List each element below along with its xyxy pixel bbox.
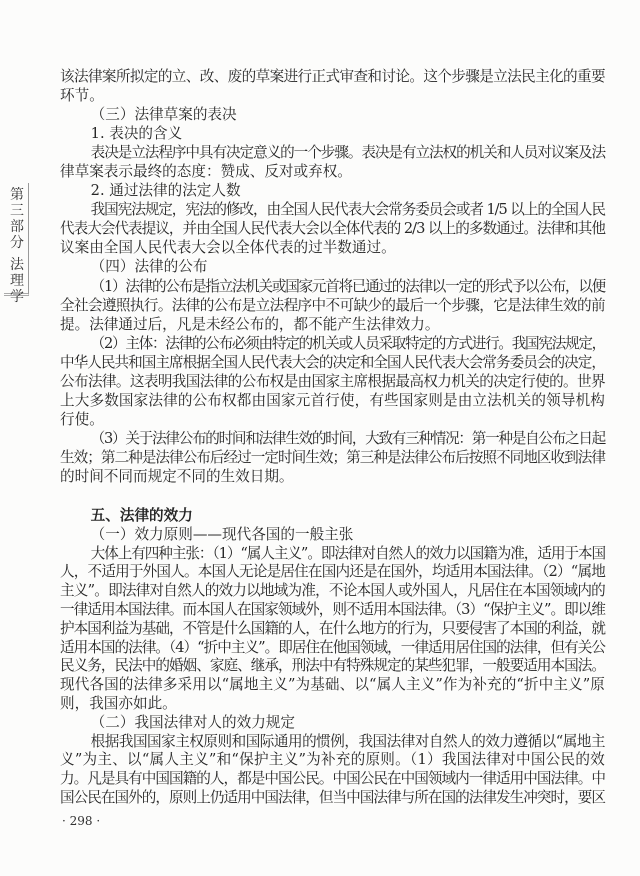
text-line: 人，不适用于外国人。本国人无论是居住在国内还是在国外，均适用本国法律。（2）“属地 — [60, 563, 605, 581]
text-line: 议案由全国人民代表大会以全体代表的过半数通过。 — [60, 239, 396, 257]
text-line: 护本国利益为基础，不管是什么国籍的人，在什么地方的行为，只要侵害了本国的利益，就 — [60, 619, 605, 637]
text-line: 生效；第二种是法律公布后经过一定时间生效；第三种是法律公布后按照不同地区收到法律 — [60, 448, 605, 466]
text-line: 公布法律。这表明我国法律的公布权是由国家主席根据最高权力机关的决定行使的。世界 — [60, 372, 605, 390]
subheading: （一）效力原则——现代各国的一般主张 — [90, 525, 354, 543]
text-line: 主义”。即法律对自然人的效力以地域为准，不论本国人或外国人，凡居住在本国领域内的 — [60, 582, 605, 600]
text-line: 行使。 — [60, 410, 104, 428]
text-line: （2）主体：法律的公布必须由特定的机关或人员采取特定的方式进行。我国宪法规定， — [90, 334, 605, 352]
text-line: （3）关于法律公布的时间和法律生效的时间，大致有三种情况：第一种是自公布之日起 — [90, 429, 605, 447]
section-legal-effect — [60, 507, 605, 808]
text-line: 全社会遵照执行。法律的公布是立法程序中不可缺少的最后一个步骤，它是法律生效的前 — [60, 296, 605, 314]
section-heading: 五、法律的效力 — [90, 507, 193, 525]
text-line: 代表大会代表提议，并由全国人民代表大会以全体代表的 2/3 以上的多数通过。法律和其他 — [60, 220, 605, 238]
text-line: 该法律案所拟定的立、改、废的草案进行正式审查和讨论。这个步骤是立法民主化的重要 — [60, 68, 605, 85]
text-line: 我国宪法规定，宪法的修改，由全国人民代表大会常务委员会或者 1/5 以上的全国人民 — [90, 201, 605, 219]
chapter-side-tab — [4, 183, 29, 305]
page-number: · 298 · — [62, 813, 101, 828]
text-line: 根据我国国家主权原则和国际通用的惯例，我国法律对自然人的效力遵循以“属地主 — [90, 732, 605, 750]
subheading: （四）法律的公布 — [90, 258, 208, 276]
section-lawmaking — [60, 67, 605, 486]
text-line: 表决是立法程序中具有决定意义的一个步骤。表决是有立法权的机关和人员对议案及法 — [90, 144, 605, 162]
side-tab-subject: 法理学 — [10, 257, 24, 305]
text-line: 一律适用本国法律。而本国人在国家领域外，则不适用本国法律。（3）“保护主义”。即以维 — [60, 601, 605, 619]
text-line: 大体上有四种主张：（1）“属人主义”。即法律对自然人的效力以国籍为准，适用于本国 — [90, 544, 605, 562]
text-line: 力。凡是具有中国国籍的人，都是中国公民。中国公民在中国领域内一律适用中国法律。中 — [60, 770, 605, 788]
side-tab-part: 第三部分 — [10, 187, 24, 251]
text-line: 律草案表示最终的态度：赞成、反对或弃权。 — [60, 163, 352, 181]
text-line: （1）法律的公布是指立法机关或国家元首将已通过的法律以一定的形式予以公布，以便 — [90, 277, 605, 295]
subheading: （二）我国法律对人的效力规定 — [90, 713, 295, 731]
text-line: 适用本国的法律。（4）“折中主义”。即居住在他国领域，一律适用居住国的法律，但有关公 — [60, 638, 605, 656]
text-line: 义”为主、以“属人主义”和“保护主义”为补充的原则。（1）我国法律对中国公民的效 — [60, 751, 605, 769]
text-line: 国公民在国外的，原则上仍适用中国法律，但当中国法律与所在国的法律发生冲突时，要区 — [60, 788, 605, 806]
text-line: 的时间不同而规定不同的生效日期。 — [60, 467, 294, 485]
text-line: 环节。 — [60, 87, 104, 105]
text-line: 提。法律通过后，凡是未经公布的，都不能产生法律效力。 — [60, 315, 440, 333]
text-line: 现代各国的法律多采用以“属地主义”为基础、以“属人主义”作为补充的“折中主义”原 — [60, 676, 605, 694]
page-body — [60, 67, 605, 828]
text-line: 中华人民共和国主席根据全国人民代表大会的决定和全国人民代表大会常务委员会的决定， — [60, 353, 605, 371]
text-line: 上大多数国家法律的公布权都由国家元首行使，有些国家则是由立法机关的领导机构 — [60, 391, 606, 409]
subheading: 1. 表决的含义 — [90, 125, 183, 143]
subheading: 2. 通过法律的法定人数 — [90, 182, 241, 200]
text-line: 民义务，民法中的婚姻、家庭、继承，刑法中有特殊规定的某些犯罪，一般要适用本国法。 — [60, 657, 605, 675]
subheading: （三）法律草案的表决 — [90, 106, 237, 124]
text-line: 则，我国亦如此。 — [60, 695, 177, 712]
